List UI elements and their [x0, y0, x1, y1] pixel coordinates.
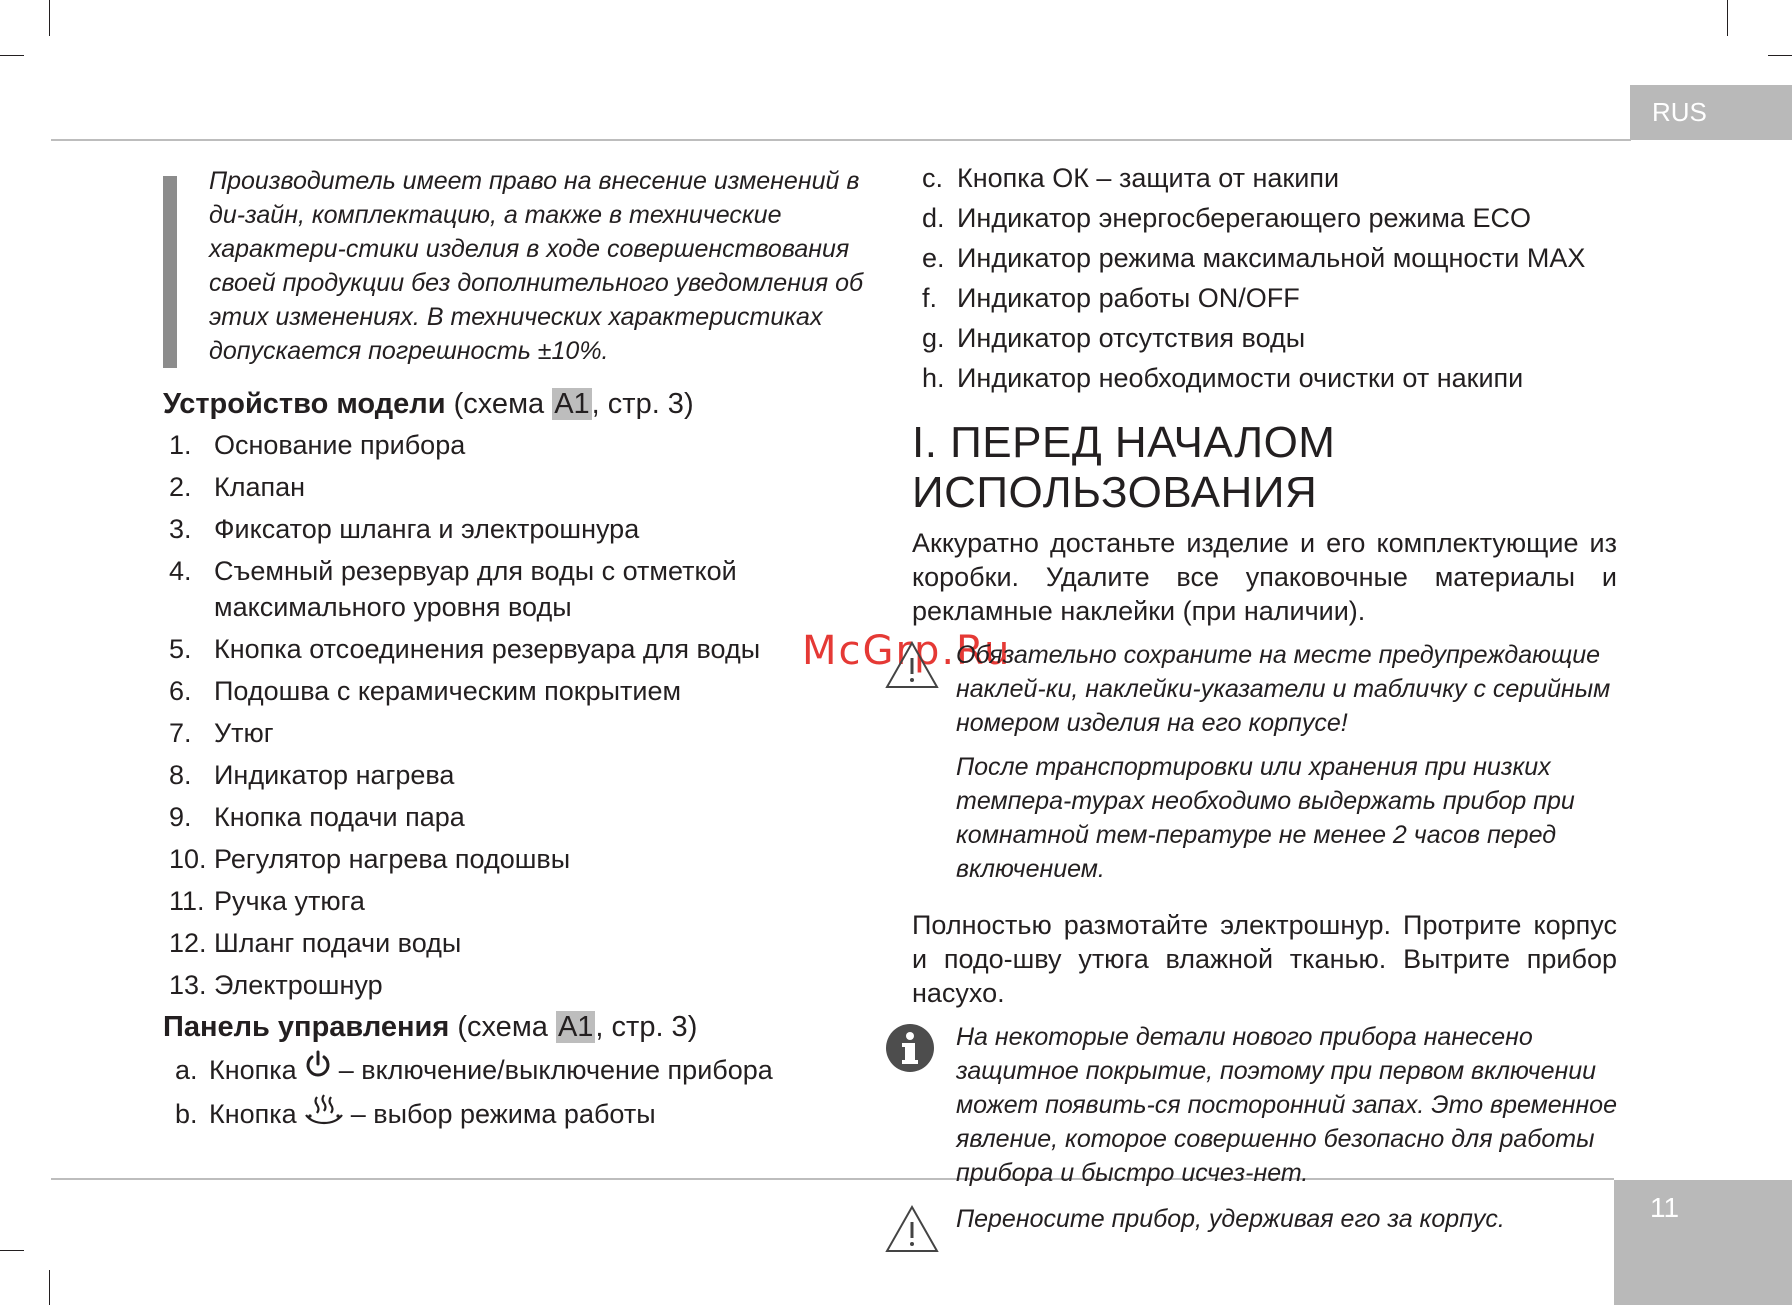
panel-heading-post: , стр. 3) [595, 1011, 698, 1043]
power-icon [303, 1050, 333, 1089]
manufacturer-note [163, 164, 868, 368]
list-item-number: d. [922, 203, 945, 233]
device-list [163, 427, 868, 1003]
list-item-number: 7. [169, 718, 192, 748]
list-item-text: Кнопка отсоединения резервуара для воды [214, 634, 761, 664]
list-item [163, 715, 868, 751]
list-item-text: Индикатор отсутствия воды [957, 323, 1306, 353]
list-item [912, 320, 1617, 356]
list-item-text: Кнопка подачи пара [214, 802, 465, 832]
list-item-number: 11. [169, 886, 205, 916]
list-item [912, 360, 1617, 396]
list-item [163, 757, 868, 793]
list-item-text: Электрошнур [214, 970, 383, 1000]
panel-heading-ref: A1 [557, 1011, 594, 1043]
list-item [163, 511, 868, 547]
crop-mark [0, 55, 24, 56]
list-item-number: b. [175, 1098, 198, 1129]
device-heading-ref: A1 [554, 388, 590, 420]
info-callout [884, 1020, 1617, 1190]
warning-paragraph: Обязательно сохраните на месте предупреждающие наклей-ки, наклейки-указатели и табличку с серийным номером изделия на его корпусе! [956, 641, 1611, 737]
list-item-text: Подошва с керамическим покрытием [214, 676, 682, 706]
list-item-text: Утюг [214, 718, 274, 748]
list-item [163, 427, 868, 463]
list-item-number: f. [922, 283, 938, 313]
list-item-number: h. [922, 363, 945, 393]
list-item [163, 553, 868, 625]
list-item [163, 469, 868, 505]
page-number: 11 [1614, 1180, 1792, 1305]
list-item-text: Индикатор энергосберегающего режима ECO [957, 203, 1531, 233]
device-heading-bold: Устройство модели [163, 388, 446, 420]
list-item-text: – включение/выключение прибора [338, 1054, 773, 1085]
list-item-number: 8. [169, 760, 192, 790]
list-item [163, 925, 868, 961]
panel-heading [163, 1011, 868, 1044]
list-item-text: Кнопка [209, 1054, 297, 1085]
intro-paragraph: Аккуратно достаньте изделие и его комплектующие из коробки. Удалите все упаковочные материалы и рекламные наклейки (при наличии). [912, 528, 1617, 626]
chapter-title: I. ПЕРЕД НАЧАЛОМ ИСПОЛЬЗОВАНИЯ [912, 418, 1336, 517]
language-tab: RUS [1630, 85, 1792, 140]
list-item-text: Кнопка [209, 1098, 297, 1129]
crop-mark [49, 1270, 50, 1305]
warning-text: Переносите прибор, удерживая его за корпус. [956, 1205, 1505, 1233]
panel-heading-pre: (схема [449, 1011, 556, 1043]
warning-icon [884, 638, 956, 896]
list-item-number: 2. [169, 472, 192, 502]
panel-heading-bold: Панель управления [163, 1011, 450, 1043]
list-item-number: c. [922, 163, 944, 193]
list-item [912, 240, 1617, 276]
list-item-text: Индикатор необходимости очистки от накипи [957, 363, 1524, 393]
list-item-number: 4. [169, 556, 192, 586]
steam-mode-icon [303, 1093, 345, 1134]
panel-list-continued [912, 160, 1617, 396]
list-item-text: Кнопка ОК – защита от накипи [957, 163, 1340, 193]
list-item-text: Регулятор нагрева подошвы [214, 844, 571, 874]
list-item [163, 841, 868, 877]
list-item-number: 10. [169, 844, 207, 874]
list-item-number: 5. [169, 634, 192, 664]
panel-list [163, 1050, 868, 1134]
list-item-text: Фиксатор шланга и электрошнура [214, 514, 640, 544]
device-heading-post: , стр. 3) [591, 388, 694, 420]
warning-callout [884, 638, 1617, 896]
crop-mark [1768, 55, 1792, 56]
warning-paragraph: После транспортировки или хранения при низких темпера-турах необходимо выдержать прибор при комнатной тем-пературе не менее 2 часов перед включением. [956, 753, 1575, 883]
list-item-number: 1. [169, 430, 192, 460]
crop-mark [1727, 0, 1728, 36]
list-item-text: Клапан [214, 472, 306, 502]
list-item-number: 6. [169, 676, 192, 706]
list-item-text: Индикатор нагрева [214, 760, 455, 790]
list-item [163, 967, 868, 1003]
list-item [163, 631, 868, 667]
crop-mark [0, 1250, 24, 1251]
watermark: McGrp.Ru [802, 628, 1012, 674]
list-item-number: g. [922, 323, 945, 353]
device-heading [163, 388, 868, 421]
list-item-text: Ручка утюга [214, 886, 365, 916]
list-item-number: 3. [169, 514, 192, 544]
list-item [163, 673, 868, 709]
list-item-text: – выбор режима работы [350, 1098, 656, 1129]
list-item-text: Индикатор режима максимальной мощности MAX [957, 243, 1586, 273]
info-text: На некоторые детали нового прибора нанесено защитное покрытие, поэтому при первом включении может появить-ся посторонний запах. Это временное явление, которое совершенно безопасно для работы прибора и быстро исчез-нет. [956, 1023, 1617, 1187]
left-column [163, 160, 868, 1138]
list-item-number: e. [922, 243, 945, 273]
list-item [912, 280, 1617, 316]
right-column [912, 160, 1617, 1271]
list-item-text: Индикатор работы ON/OFF [957, 283, 1300, 313]
list-item [163, 1050, 868, 1089]
top-rule [51, 139, 1631, 141]
warning-callout [884, 1202, 1617, 1259]
device-heading-pre: (схема [445, 388, 553, 420]
unwind-paragraph: Полностью размотайте электрошнур. Протрите корпус и подо-шву утюга влажной тканью. Вытрите прибор насухо. [912, 910, 1617, 1008]
list-item [163, 799, 868, 835]
crop-mark [49, 0, 50, 36]
list-item [163, 1093, 868, 1134]
info-icon [884, 1020, 956, 1190]
list-item [163, 883, 868, 919]
warning-text [956, 638, 1617, 896]
list-item-number: 12. [169, 928, 207, 958]
list-item-number: 13. [169, 970, 207, 1000]
warning-icon [884, 1202, 956, 1259]
list-item-number: 9. [169, 802, 192, 832]
list-item [912, 160, 1617, 196]
list-item [912, 200, 1617, 236]
list-item-text: Съемный резервуар для воды с отметкой максимального уровня воды [214, 556, 737, 622]
list-item-text: Шланг подачи воды [214, 928, 462, 958]
note-bar [163, 176, 177, 368]
list-item-text: Основание прибора [214, 430, 466, 460]
note-text: Производитель имеет право на внесение изменений в ди-зайн, комплектацию, а также в технические характери-стики изделия в ходе совершенствования своей продукции без дополнительного уведомления об этих изменениях. В технических характеристиках допускается погрешность ±10%. [209, 167, 864, 365]
list-item-number: a. [175, 1054, 198, 1085]
